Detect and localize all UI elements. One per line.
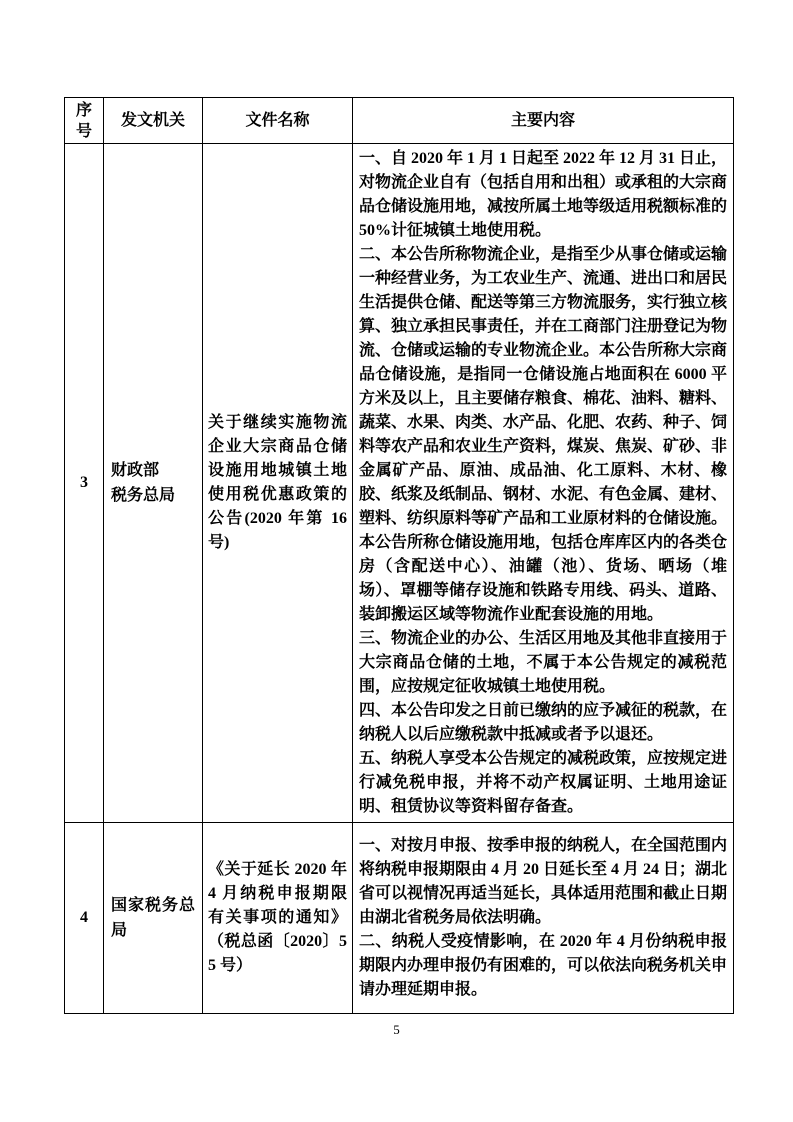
document-name-cell	[203, 144, 353, 823]
header-issuing-agency: 发文机关	[104, 98, 203, 144]
agency-line: 财政部	[111, 462, 160, 479]
content-paragraph: 一、对按月申报、按季申报的纳税人，在全国范围内将纳税申报期限由 4 月 20 日延长至 4 月 24 日；湖北省可以视情况再适当延长，具体适用范围和截止日期由湖北省税务局依法明确。	[359, 837, 728, 926]
header-document-name: 文件名称	[203, 98, 353, 144]
policy-document-table	[64, 97, 734, 1014]
header-serial-number: 序号	[65, 98, 104, 144]
issuing-agency-cell	[104, 144, 203, 823]
main-content-cell	[353, 823, 734, 1014]
table-row	[65, 144, 734, 823]
document-title: 《关于延长 2020 年 4 月纳税申报期限有关事项的通知》（税总函〔2020〕55 号）	[208, 861, 347, 974]
content-paragraph: 一、自 2020 年 1 月 1 日起至 2022 年 12 月 31 日止，对物流企业自有（包括自用和出租）或承租的大宗商品仓储设施用地，减按所属土地等级适用税额标准的 50%计征城镇土地使用税。	[359, 150, 728, 239]
page-number: 5	[393, 1022, 400, 1037]
content-paragraph: 二、本公告所称物流企业，是指至少从事仓储或运输一种经营业务，为工农业生产、流通、进出口和居民生活提供仓储、配送等第三方物流服务，实行独立核算、独立承担民事责任，并在工商部门注册登记为物流、仓储或运输的专业物流企业。本公告所称大宗商品仓储设施，是指同一仓储设施占地面积在 6000 平方米及以上，且主要储存粮食、棉花、油料、糖料、蔬菜、水果、肉类、水产品、化肥、农药、种子、饲料等农产品和农业生产资料，煤炭、焦炭、矿砂、非金属矿产品、原油、成品油、化工原料、木材、橡胶、纸浆及纸制品、钢材、水泥、有色金属、建材、塑料、纺织原料等矿产品和工业原材料的仓储设施。	[359, 246, 728, 527]
header-main-content: 主要内容	[353, 98, 734, 144]
document-title: 关于继续实施物流企业大宗商品仓储设施用地城镇土地使用税优惠政策的公告(2020 年第 16 号)	[208, 414, 347, 551]
table-row	[65, 823, 734, 1014]
agency-line: 税务总局	[111, 487, 176, 504]
content-paragraph: 本公告所称仓储设施用地，包括仓库库区内的各类仓房（含配送中心）、油罐（池）、货场、晒场（堆场）、罩棚等储存设施和铁路专用线、码头、道路、装卸搬运区域等物流作业配套设施的用地。	[359, 534, 728, 623]
content-paragraph: 三、物流企业的办公、生活区用地及其他非直接用于大宗商品仓储的土地，不属于本公告规定的减税范围，应按规定征收城镇土地使用税。	[359, 630, 728, 695]
main-content-cell	[353, 144, 734, 823]
content-paragraph: 四、本公告印发之日前已缴纳的应予减征的税款，在纳税人以后应缴税款中抵减或者予以退还。	[359, 702, 728, 743]
content-paragraph: 五、纳税人享受本公告规定的减税政策，应按规定进行减免税申报，并将不动产权属证明、土地用途证明、租赁协议等资料留存备查。	[359, 750, 728, 815]
issuing-agency-cell	[104, 823, 203, 1014]
table-header-row	[65, 98, 734, 144]
document-name-cell	[203, 823, 353, 1014]
serial-number-cell: 4	[65, 823, 104, 1014]
agency-line: 国家税务总局	[111, 897, 195, 939]
content-paragraph: 二、纳税人受疫情影响，在 2020 年 4 月份纳税申报期限内办理申报仍有困难的，可以依法向税务机关申请办理延期申报。	[359, 933, 728, 998]
serial-number-cell: 3	[65, 144, 104, 823]
